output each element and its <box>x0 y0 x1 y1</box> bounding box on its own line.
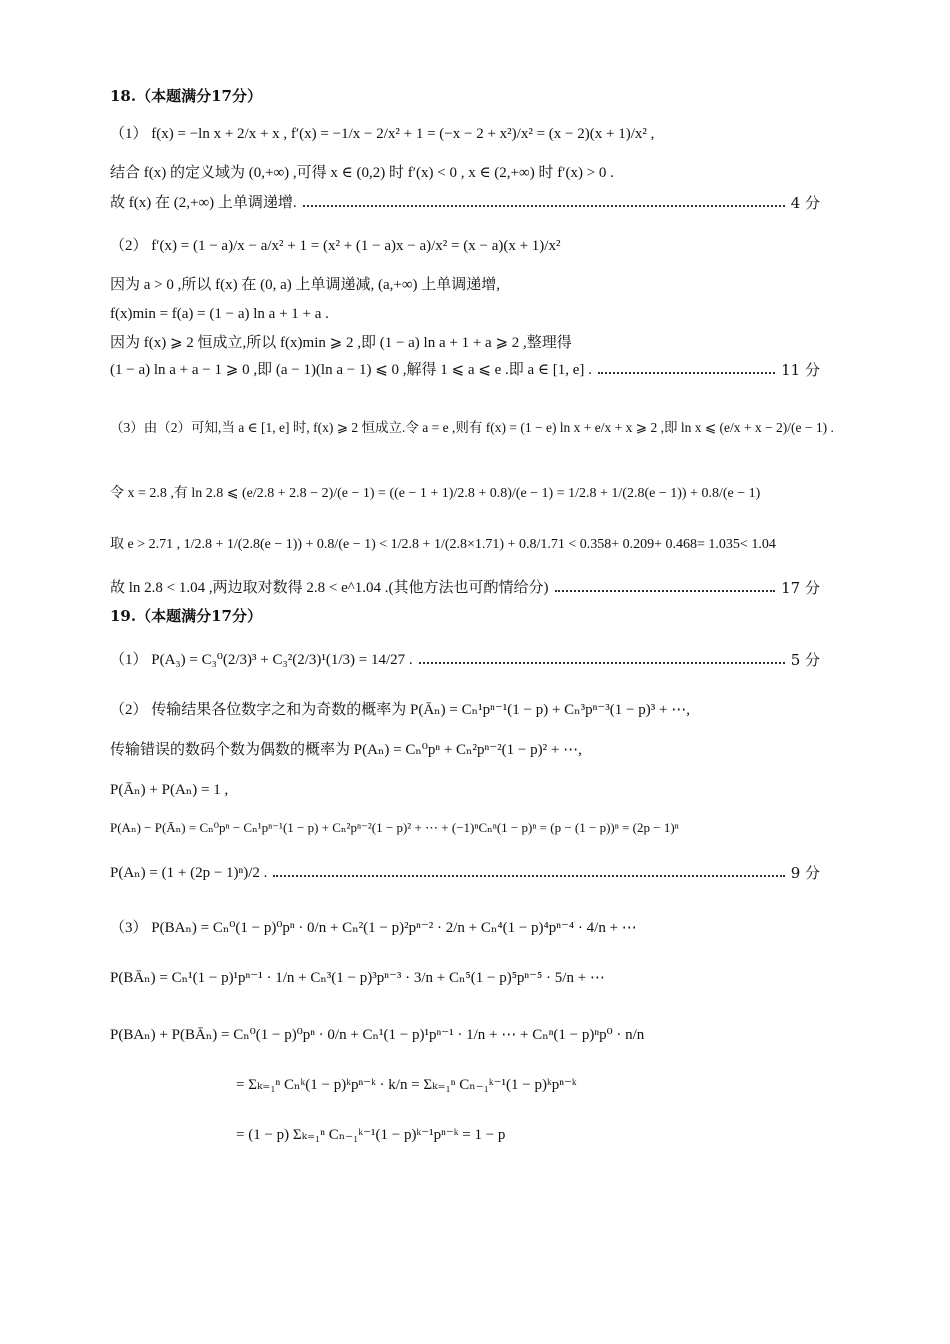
q18-header: 18.（本题满分17分） <box>110 87 262 105</box>
q18-part3-estimate: 取 e > 2.71 , 1/2.8 + 1/(2.8(e − 1)) + 0.8/(e − 1) < 1/2.8 + 1/(2.8×1.71) + 0.8/1.71 < 0.358+ 0.209+ 0.468= 1.035< 1.04 <box>110 537 776 552</box>
q18-part2-min: f(x)min = f(a) = (1 − a) ln a + 1 + a . <box>110 306 329 322</box>
score-9: 9 分 <box>790 864 820 882</box>
q19-part2-sum: P(Āₙ) + P(Aₙ) = 1 , <box>110 782 229 798</box>
q18-part2-derivative: （2） f′(x) = (1 − a)/x − a/x² + 1 = (x² + (1 − a)x − a)/x² = (x − a)(x + 1)/x² <box>110 238 561 254</box>
q19-part3-even: （3） P(BAₙ) = Cₙ⁰(1 − p)⁰pⁿ · 0/n + Cₙ²(1 − p)²pⁿ⁻² · 2/n + Cₙ⁴(1 − p)⁴pⁿ⁻⁴ · 4/n + ⋯ <box>110 920 637 936</box>
q18-part2-condition: 因为 f(x) ⩾ 2 恒成立,所以 f(x)min ⩾ 2 ,即 (1 − a) ln a + 1 + a ⩾ 2 ,整理得 <box>110 335 572 351</box>
q19-part3-sum: P(BAₙ) + P(BĀₙ) = Cₙ⁰(1 − p)⁰pⁿ · 0/n + Cₙ¹(1 − p)¹pⁿ⁻¹ · 1/n + ⋯ + Cₙⁿ(1 − p)ⁿp⁰ · n/n <box>110 1027 645 1043</box>
q19-part2-result: P(Aₙ) = (1 + (2p − 1)ⁿ)/2 . 9 分 <box>110 864 820 882</box>
score-11: 11 分 <box>781 361 820 379</box>
q19-part1: （1） P(A₃) = C₃⁰(2/3)³ + C₃²(2/3)¹(1/3) = 14/27 . 5 分 <box>110 651 820 669</box>
leader-dots <box>555 590 776 592</box>
leader-dots <box>419 662 785 664</box>
q18-part3-substitute: 令 x = 2.8 ,有 ln 2.8 ⩽ (e/2.8 + 2.8 − 2)/(e − 1) = ((e − 1 + 1)/2.8 + 0.8)/(e − 1) = 1/2.8 + 1/(2.8(e − 1)) + 0.8/(e − 1) <box>110 486 761 501</box>
leader-dots <box>598 372 775 374</box>
q19-header: 19.（本题满分17分） <box>110 607 262 625</box>
q19-part2-difference: P(Aₙ) − P(Āₙ) = Cₙ⁰pⁿ − Cₙ¹pⁿ⁻¹(1 − p) + Cₙ²pⁿ⁻²(1 − p)² + ⋯ + (−1)ⁿCₙⁿ(1 − p)ⁿ = (p − (1 − p))ⁿ = (2p − 1)ⁿ <box>110 820 679 835</box>
q18-part3-setup: （3）由（2）可知,当 a ∈ [1, e] 时, f(x) ⩾ 2 恒成立.令 a = e ,则有 f(x) = (1 − e) ln x + e/x + x ⩾ 2 ,即 ln x ⩽ (e/x + x − 2)/(e − 1) . <box>110 420 834 435</box>
score-5: 5 分 <box>790 651 820 669</box>
q18-part3-conclusion: 故 ln 2.8 < 1.04 ,两边取对数得 2.8 < e^1.04 .(其他方法也可酌情给分) 17 分 <box>110 579 820 597</box>
q18-part1-conclusion: 故 f(x) 在 (2,+∞) 上单调递增. 4 分 <box>110 194 820 212</box>
leader-dots <box>303 205 785 207</box>
q19-part3-step1: = Σₖ₌₁ⁿ Cₙᵏ(1 − p)ᵏpⁿ⁻ᵏ · k/n = Σₖ₌₁ⁿ Cₙ₋₁ᵏ⁻¹(1 − p)ᵏpⁿ⁻ᵏ <box>236 1077 577 1093</box>
score-17: 17 分 <box>781 579 820 597</box>
q19-part3-odd: P(BĀₙ) = Cₙ¹(1 − p)¹pⁿ⁻¹ · 1/n + Cₙ³(1 − p)³pⁿ⁻³ · 3/n + Cₙ⁵(1 − p)⁵pⁿ⁻⁵ · 5/n + ⋯ <box>110 970 605 986</box>
leader-dots <box>273 875 784 877</box>
q18-part2-solution: (1 − a) ln a + a − 1 ⩾ 0 ,即 (a − 1)(ln a − 1) ⩽ 0 ,解得 1 ⩽ a ⩽ e .即 a ∈ [1, e] . 11 分 <box>110 361 820 379</box>
q19-part2-odd-prob: （2） 传输结果各位数字之和为奇数的概率为 P(Āₙ) = Cₙ¹pⁿ⁻¹(1 − p) + Cₙ³pⁿ⁻³(1 − p)³ + ⋯, <box>110 702 690 718</box>
q18-part1-domain: 结合 f(x) 的定义域为 (0,+∞) ,可得 x ∈ (0,2) 时 f′(x) < 0 , x ∈ (2,+∞) 时 f′(x) > 0 . <box>110 165 614 181</box>
score-4: 4 分 <box>790 194 820 212</box>
q18-part1-derivative: （1） f(x) = −ln x + 2/x + x , f′(x) = −1/x − 2/x² + 1 = (−x − 2 + x²)/x² = (x − 2)(x + 1)/x² , <box>110 126 655 142</box>
q19-part2-even-prob: 传输错误的数码个数为偶数的概率为 P(Aₙ) = Cₙ⁰pⁿ + Cₙ²pⁿ⁻²(1 − p)² + ⋯, <box>110 742 582 758</box>
q19-part3-step2: = (1 − p) Σₖ₌₁ⁿ Cₙ₋₁ᵏ⁻¹(1 − p)ᵏ⁻¹pⁿ⁻ᵏ = 1 − p <box>236 1127 506 1143</box>
q18-part2-monotonic: 因为 a > 0 ,所以 f(x) 在 (0, a) 上单调递减, (a,+∞) 上单调递增, <box>110 277 501 293</box>
